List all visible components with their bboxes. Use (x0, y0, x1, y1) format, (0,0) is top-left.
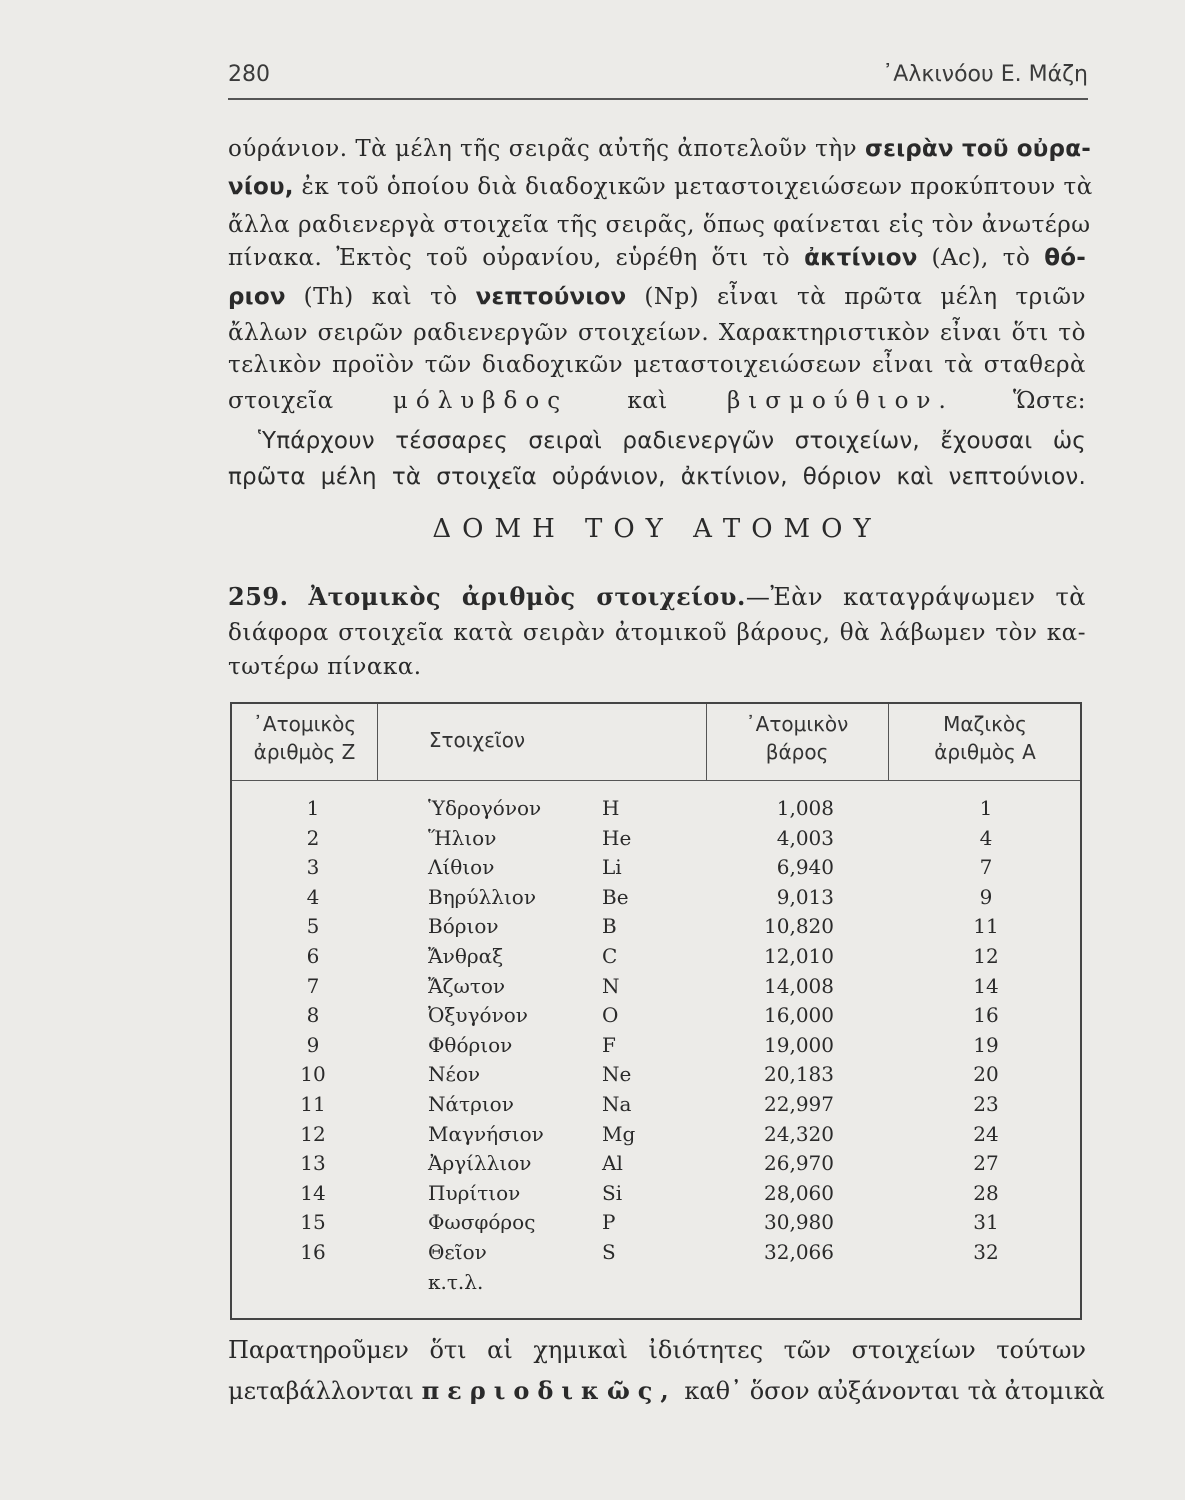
element-symbol-cell: Mg (602, 1121, 636, 1146)
atomic-weight-cell: 12,010 (764, 943, 834, 968)
element-name-cell: Θεῖον (428, 1239, 487, 1264)
table-row (232, 885, 1084, 915)
element-name-cell: Ἄζωτον (428, 973, 506, 998)
element-symbol-cell: Ne (602, 1062, 632, 1087)
element-symbol-cell: Si (602, 1180, 623, 1205)
table-row (232, 1092, 1084, 1122)
mass-number-cell: 4 (979, 825, 993, 850)
element-name-cell: Βόριον (428, 914, 499, 939)
header-mass-number: Μαζικὸς ἀριθμὸς Α (934, 712, 1036, 764)
text-line: τωτέρω πίνακα. (228, 654, 422, 680)
mass-number-cell: 16 (973, 1003, 999, 1028)
header-atomic-number: ᾿Ατομικὸς ἀριθμὸς Ζ (252, 712, 357, 764)
summary-line: Ὑπάρχουν τέσσαρες σειραὶ ραδιενεργῶν στοιχείων, ἔχουσαι ὡς (258, 428, 1086, 454)
header-atomic-weight: ᾿Ατομικὸν βάρος (745, 712, 849, 764)
atomic-number-cell: 12 (300, 1121, 326, 1146)
table-row (232, 1270, 1084, 1300)
element-symbol-cell: F (602, 1032, 616, 1057)
text-line: 259. Ἀτομικὸς ἀριθμὸς στοιχείου.—Ἐὰν καταγράψωμεν τὰ (228, 582, 1087, 611)
paragraph-number: 259. (228, 582, 289, 611)
element-name-cell: κ.τ.λ. (428, 1269, 484, 1294)
table-row (232, 1181, 1084, 1211)
element-name-cell: Ὀξυγόνον (428, 1003, 528, 1028)
element-symbol-cell: Na (602, 1091, 632, 1116)
atomic-number-cell: 6 (306, 943, 320, 968)
mass-number-cell: 32 (973, 1239, 999, 1264)
text-line: ἄλλων σειρῶν ραδιενεργῶν στοιχείων. Χαρακτηριστικὸν εἶναι ὅτι τὸ (228, 320, 1086, 346)
element-symbol-cell: He (602, 825, 632, 850)
bold-term: σειρὰν τοῦ οὐρα- (864, 136, 1091, 162)
mass-number-cell: 1 (979, 796, 993, 820)
header-element: Στοιχεῖον (428, 728, 526, 752)
mass-number-cell: 28 (973, 1180, 999, 1205)
atomic-weight-cell: 9,013 (776, 884, 834, 909)
element-symbol-cell: N (602, 973, 620, 998)
element-symbol-cell: H (602, 796, 620, 820)
atomic-weight-cell: 22,997 (764, 1091, 834, 1116)
atomic-number-cell: 9 (306, 1032, 320, 1057)
atomic-weight-cell: 32,066 (764, 1239, 834, 1264)
element-name-cell: Φωσφόρος (428, 1210, 536, 1235)
element-symbol-cell: Be (602, 884, 629, 909)
paragraph-heading: Ἀτομικὸς ἀριθμὸς στοιχείου. (308, 582, 746, 611)
atomic-number-cell: 3 (306, 855, 320, 880)
header-divider (232, 780, 1080, 781)
element-name-cell: Φθόριον (428, 1032, 513, 1057)
mass-number-cell: 9 (979, 884, 993, 909)
atomic-number-cell: 13 (300, 1151, 326, 1176)
atomic-number-cell: 2 (306, 825, 320, 850)
bold-term: νίου, (228, 174, 294, 200)
table-row (232, 944, 1084, 974)
text-line: νίου, ἐκ τοῦ ὁποίου διὰ διαδοχικῶν μεταστοιχειώσεων προκύπτουν τὰ (228, 174, 1093, 200)
table-body (232, 796, 1084, 1299)
page-number: 280 (228, 62, 270, 87)
element-name-cell: Νέον (428, 1062, 481, 1087)
element-symbol-cell: C (602, 943, 618, 968)
atomic-number-cell: 4 (306, 884, 320, 909)
atomic-number-cell: 5 (306, 914, 320, 939)
mass-number-cell: 23 (973, 1091, 999, 1116)
element-symbol-cell: Li (602, 855, 622, 880)
atomic-number-cell: 1 (306, 796, 320, 820)
element-name-cell: Ἥλιον (428, 825, 497, 850)
text-line: ούράνιον. Τὰ μέλη τῆς σειρᾶς αὐτῆς ἀποτελοῦν τὴν σειρὰν τοῦ οὐρα- (228, 136, 1091, 162)
atomic-number-cell: 7 (306, 973, 320, 998)
table-row (232, 855, 1084, 885)
atomic-weight-cell: 6,940 (776, 855, 834, 880)
element-name-cell: Ὑδρογόνον (428, 796, 542, 820)
footer-line: Παρατηροῦμεν ὅτι αἱ χημικαὶ ἰδιότητες τῶν στοιχείων τούτων (228, 1336, 1086, 1364)
elements-table (230, 702, 1082, 1320)
element-name-cell: Βηρύλλιον (428, 884, 536, 909)
atomic-weight-cell: 20,183 (764, 1062, 834, 1087)
bold-term: ριον (228, 284, 286, 310)
element-name-cell: Ἀργίλλιον (428, 1151, 532, 1176)
text-line: ριον (Th) καὶ τὸ νεπτούνιον (Np) εἶναι τὰ πρῶτα μέλη τριῶν (228, 284, 1086, 310)
element-name-cell: Πυρίτιον (428, 1180, 521, 1205)
table-row (232, 826, 1084, 856)
mass-number-cell: 20 (973, 1062, 999, 1087)
atomic-weight-cell: 28,060 (764, 1180, 834, 1205)
table-row (232, 796, 1084, 826)
mass-number-cell: 11 (973, 914, 999, 939)
footer-line: μεταβάλλονται περιοδικῶς, καθ᾿ ὅσον αὐξάνονται τὰ ἀτομικὰ (228, 1376, 1105, 1405)
element-symbol-cell: B (602, 914, 617, 939)
page-header (228, 62, 1088, 96)
atomic-weight-cell: 10,820 (764, 914, 834, 939)
element-name-cell: Ἄνθραξ (428, 943, 504, 968)
element-symbol-cell: O (602, 1003, 619, 1028)
element-name-cell: Μαγνήσιον (428, 1121, 544, 1146)
atomic-weight-cell: 19,000 (764, 1032, 834, 1057)
spaced-term: βισμούθιον. (726, 388, 954, 414)
table-row (232, 1033, 1084, 1063)
element-symbol-cell: S (602, 1239, 616, 1264)
atomic-number-cell: 16 (300, 1239, 326, 1264)
mass-number-cell: 27 (973, 1151, 999, 1176)
element-symbol-cell: P (602, 1210, 616, 1235)
table-row (232, 1062, 1084, 1092)
atomic-weight-cell: 30,980 (764, 1210, 834, 1235)
atomic-weight-cell: 1,008 (776, 796, 834, 820)
atomic-number-cell: 11 (300, 1091, 326, 1116)
element-name-cell: Νάτριον (428, 1091, 514, 1116)
running-head-author: ᾿Αλκινόου Ε. Μάζη (882, 62, 1088, 87)
header-rule (228, 98, 1088, 100)
table-row (232, 1240, 1084, 1270)
atomic-weight-cell: 24,320 (764, 1121, 834, 1146)
element-name-cell: Λίθιον (428, 855, 495, 880)
atomic-weight-cell: 14,008 (764, 973, 834, 998)
atomic-number-cell: 8 (306, 1003, 320, 1028)
bold-term: νεπτούνιον (475, 284, 627, 310)
atomic-number-cell: 10 (300, 1062, 326, 1087)
mass-number-cell: 12 (973, 943, 999, 968)
spaced-term: περιοδικῶς, (421, 1376, 677, 1405)
atomic-number-cell: 15 (300, 1210, 326, 1235)
table-row (232, 1151, 1084, 1181)
text-line: τελικὸν προϊὸν τῶν διαδοχικῶν μεταστοιχειώσεων εἶναι τὰ σταθερὰ (228, 352, 1086, 378)
summary-line: πρῶτα μέλη τὰ στοιχεῖα οὐράνιον, ἀκτίνιον, θόριον καὶ νεπτούνιον. (228, 464, 1086, 490)
text-line: διάφορα στοιχεῖα κατὰ σειρὰν ἀτομικοῦ βάρους, θὰ λάβωμεν τὸν κα- (228, 620, 1086, 646)
atomic-weight-cell: 4,003 (776, 825, 834, 850)
table-row (232, 914, 1084, 944)
atomic-number-cell: 14 (300, 1180, 326, 1205)
atomic-weight-cell: 16,000 (764, 1003, 834, 1028)
mass-number-cell: 7 (979, 855, 993, 880)
section-title: ΔΟΜΗ ΤΟΥ ΑΤΟΜΟΥ (432, 514, 882, 544)
spaced-term: μόλυβδος (392, 388, 569, 414)
mass-number-cell: 31 (973, 1210, 999, 1235)
text-line: πίνακα. Ἐκτὸς τοῦ οὐρανίου, εὑρέθη ὅτι τὸ ἀκτίνιον (Ac), τὸ θό- (228, 245, 1087, 271)
table-row (232, 974, 1084, 1004)
table-row (232, 1003, 1084, 1033)
element-symbol-cell: Al (602, 1151, 623, 1176)
text-line: στοιχεῖα μόλυβδος καὶ βισμούθιον. Ὥστε: (228, 388, 1087, 414)
bold-term: ἀκτίνιον (804, 245, 918, 271)
atomic-weight-cell: 26,970 (764, 1151, 834, 1176)
mass-number-cell: 19 (973, 1032, 999, 1057)
bold-term: θό- (1044, 245, 1087, 271)
table-row (232, 1210, 1084, 1240)
mass-number-cell: 14 (973, 973, 999, 998)
mass-number-cell: 24 (973, 1121, 999, 1146)
table-row (232, 1122, 1084, 1152)
text-line: ἄλλα ραδιενεργὰ στοιχεῖα τῆς σειρᾶς, ὅπως φαίνεται εἰς τὸν ἀνωτέρω (228, 212, 1091, 238)
